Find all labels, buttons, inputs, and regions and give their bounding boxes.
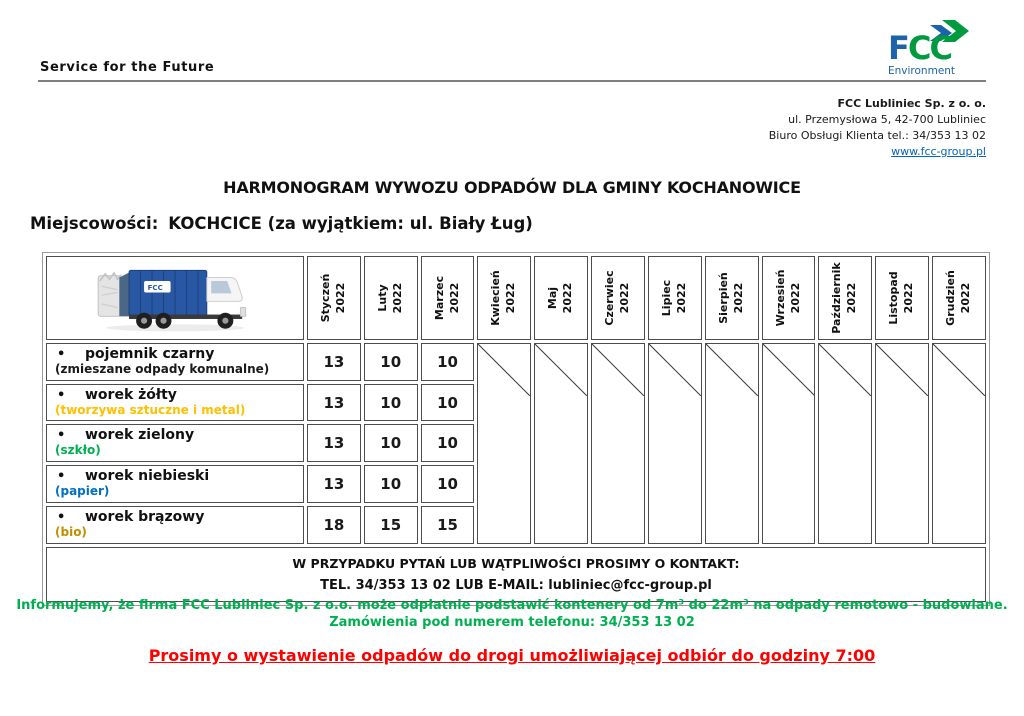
waste-row-desc: (zmieszane odpady komunalne) xyxy=(55,361,270,376)
waste-schedule-table xyxy=(42,252,990,606)
schedule-value-cell: 15 xyxy=(364,506,418,544)
waste-row-label: • worek niebieski (papier) xyxy=(46,465,304,503)
schedule-value-cell: 13 xyxy=(307,424,361,462)
empty-month-cell xyxy=(762,343,816,544)
waste-row-label: • worek żółty (tworzywa sztuczne i metal) xyxy=(46,384,304,422)
company-name: FCC Lubliniec Sp. z o. o. xyxy=(837,97,986,110)
month-header-cell: Sierpień 2022 xyxy=(705,256,759,340)
fcc-environment-logo xyxy=(882,12,982,78)
month-header-cell: Lipiec 2022 xyxy=(648,256,702,340)
empty-month-cell xyxy=(932,343,986,544)
locality-line xyxy=(30,214,533,233)
company-contact: Biuro Obsługi Klienta tel.: 34/353 13 02 xyxy=(768,128,986,142)
schedule-value-cell: 10 xyxy=(421,343,475,381)
month-header-cell: Maj 2022 xyxy=(534,256,588,340)
svg-text:FCC: FCC xyxy=(147,282,163,292)
month-header-cell: Listopad 2022 xyxy=(875,256,929,340)
company-tagline: Service for the Future xyxy=(40,60,215,75)
header-divider xyxy=(38,80,986,82)
month-header-cell: Luty 2022 xyxy=(364,256,418,340)
container-rental-note xyxy=(0,598,1024,632)
table-header-row xyxy=(46,256,986,340)
svg-text:Environment: Environment xyxy=(888,65,956,77)
page-title: HARMONOGRAM WYWOZU ODPADÓW DLA GMINY KOCHANOWICE xyxy=(223,178,801,197)
waste-row-desc: (papier) xyxy=(55,484,110,499)
company-address-block xyxy=(769,96,986,160)
company-website-link[interactable]: www.fcc-group.pl xyxy=(891,144,986,158)
waste-row-label: • worek zielony (szkło) xyxy=(46,424,304,462)
empty-month-cell xyxy=(477,343,531,544)
month-header-cell: Marzec 2022 xyxy=(421,256,475,340)
month-header-cell: Czerwiec 2022 xyxy=(591,256,645,340)
truck-image-cell xyxy=(46,256,304,340)
schedule-value-cell: 13 xyxy=(307,384,361,422)
svg-text:F: F xyxy=(888,29,908,67)
schedule-value-cell: 18 xyxy=(307,506,361,544)
month-header-cell: Kwiecień 2022 xyxy=(477,256,531,340)
container-rental-line-1: Informujemy, że firma FCC Lubliniec Sp. z o.o. może odpłatnie podstawić kontenery od 7m³ do 22m³ na odpady remotowo - budowlane. xyxy=(16,598,1008,613)
garbage-truck-image xyxy=(89,258,261,334)
month-header-cell: Październik 2022 xyxy=(818,256,872,340)
table-contact-row xyxy=(46,547,986,602)
waste-row-label: • worek brązowy (bio) xyxy=(46,506,304,544)
waste-row-label: • pojemnik czarny (zmieszane odpady komunalne) xyxy=(46,343,304,381)
locality-value: KOCHCICE (za wyjątkiem: ul. Biały Ług) xyxy=(168,214,533,233)
waste-row-desc: (tworzywa sztuczne i metal) xyxy=(55,402,246,417)
schedule-value-cell: 15 xyxy=(421,506,475,544)
empty-month-cell xyxy=(534,343,588,544)
waste-row-desc: (bio) xyxy=(55,524,87,539)
svg-text:CC: CC xyxy=(908,29,951,67)
contact-info-cell xyxy=(46,547,986,602)
schedule-value-cell: 13 xyxy=(307,465,361,503)
waste-row-desc: (szkło) xyxy=(55,443,101,458)
empty-month-cell xyxy=(648,343,702,544)
schedule-value-cell: 10 xyxy=(421,424,475,462)
waste-row-black-bin xyxy=(46,343,986,381)
empty-month-cell xyxy=(875,343,929,544)
container-rental-line-2: Zamówienia pod numerem telefonu: 34/353 13 02 xyxy=(329,614,695,630)
contact-line-1: W PRZYPADKU PYTAŃ LUB WĄTPLIWOŚCI PROSIMY O KONTAKT: xyxy=(292,555,740,571)
company-address: ul. Przemysłowa 5, 42-700 Lubliniec xyxy=(788,112,986,126)
empty-month-cell xyxy=(591,343,645,544)
month-header-cell: Grudzień 2022 xyxy=(932,256,986,340)
schedule-value-cell: 10 xyxy=(421,384,475,422)
pickup-time-notice: Prosimy o wystawienie odpadów do drogi umożliwiającej odbiór do godziny 7:00 xyxy=(148,646,876,665)
schedule-value-cell: 13 xyxy=(307,343,361,381)
schedule-value-cell: 10 xyxy=(364,384,418,422)
empty-month-cell xyxy=(818,343,872,544)
schedule-value-cell: 10 xyxy=(364,343,418,381)
schedule-value-cell: 10 xyxy=(364,465,418,503)
locality-label: Miejscowości: xyxy=(30,214,159,233)
schedule-value-cell: 10 xyxy=(364,424,418,462)
schedule-value-cell: 10 xyxy=(421,465,475,503)
month-header-cell: Styczeń 2022 xyxy=(307,256,361,340)
empty-month-cell xyxy=(705,343,759,544)
month-header-cell: Wrzesień 2022 xyxy=(762,256,816,340)
contact-line-2: TEL. 34/353 13 02 LUB E-MAIL: lubliniec@fcc-group.pl xyxy=(320,577,712,593)
